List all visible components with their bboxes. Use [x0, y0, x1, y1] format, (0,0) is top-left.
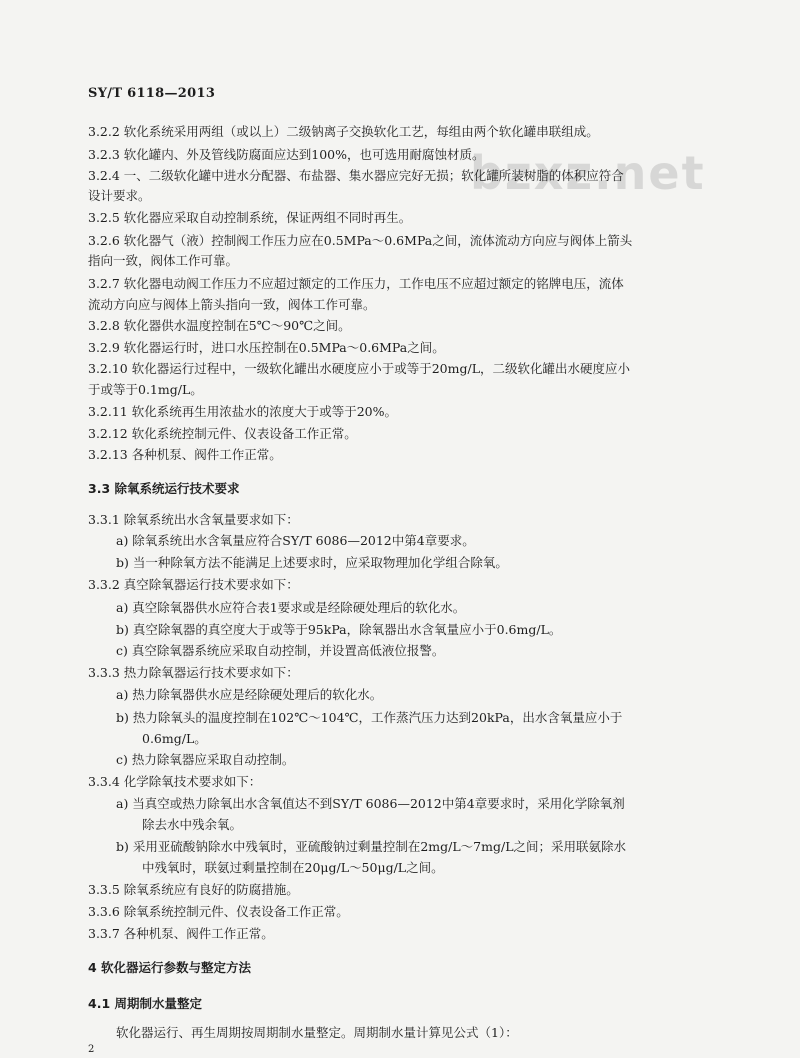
clause-3-2-3: 3.2.3 软化罐内、外及管线防腐面应达到100%，也可选用耐腐蚀材质。 [88, 147, 485, 162]
clause-3-2-10-cont: 于或等于0.1mg/L。 [88, 382, 203, 397]
clause-3-3-3-c: c) 热力除氧器应采取自动控制。 [116, 752, 295, 767]
clause-3-2-12: 3.2.12 软化系统控制元件、仪表设备工作正常。 [88, 426, 357, 441]
clause-3-3-3-b-cont: 0.6mg/L。 [142, 731, 207, 746]
page-number: 2 [88, 1044, 95, 1055]
clause-3-3-5: 3.3.5 除氧系统应有良好的防腐措施。 [88, 882, 299, 897]
watermark: bzxz.net [470, 146, 706, 200]
clause-3-2-7-cont: 流动方向应与阀体上箭头指向一致，阀体工作可靠。 [88, 297, 376, 312]
clause-3-3-2-a: a) 真空除氧器供水应符合表1要求或是经除硬处理后的软化水。 [116, 600, 466, 615]
clause-3-2-4: 3.2.4 一、二级软化罐中进水分配器、布盐器、集水器应完好无损；软化罐所装树脂的体积应符合 [88, 168, 624, 183]
clause-3-2-11: 3.2.11 软化系统再生用浓盐水的浓度大于或等于20%。 [88, 404, 398, 419]
clause-3-2-9: 3.2.9 软化器运行时，进口水压控制在0.5MPa～0.6MPa之间。 [88, 340, 445, 355]
clause-3-3-2: 3.3.2 真空除氧器运行技术要求如下： [88, 577, 299, 592]
clause-3-3-3-b: b) 热力除氧头的温度控制在102℃～104℃，工作蒸汽压力达到20kPa，出水含氧量应小于 [116, 710, 623, 725]
document-code: SY/T 6118—2013 [88, 86, 216, 101]
clause-3-3-1: 3.3.1 除氧系统出水含氧量要求如下： [88, 512, 299, 527]
clause-3-3-1-b: b) 当一种除氧方法不能满足上述要求时，应采取物理加化学组合除氧。 [116, 555, 508, 570]
clause-3-2-2: 3.2.2 软化系统采用两组（或以上）二级钠离子交换软化工艺，每组由两个软化罐串联组成。 [88, 124, 599, 139]
clause-3-3-3-a: a) 热力除氧器供水应是经除硬处理后的软化水。 [116, 687, 383, 702]
clause-3-2-6-cont: 指向一致，阀体工作可靠。 [88, 253, 239, 268]
clause-3-3-4: 3.3.4 化学除氧技术要求如下： [88, 774, 262, 789]
clause-3-3-4-a: a) 当真空或热力除氧出水含氧值达不到SY/T 6086—2012中第4章要求时，采用化学除氧剂 [116, 796, 625, 811]
clause-3-2-10: 3.2.10 软化器运行过程中，一级软化罐出水硬度应小于或等于20mg/L，二级软化罐出水硬度应小 [88, 361, 631, 376]
chapter-4-heading: 4 软化器运行参数与整定方法 [88, 960, 252, 975]
clause-3-3-4-a-cont: 除去水中残余氧。 [142, 817, 243, 832]
clause-3-3-7: 3.3.7 各种机泵、阀件工作正常。 [88, 926, 274, 941]
clause-3-2-7: 3.2.7 软化器电动阀工作压力不应超过额定的工作压力，工作电压不应超过额定的铭牌电压，流体 [88, 276, 624, 291]
paragraph-4-1: 软化器运行、再生周期按周期制水量整定。周期制水量计算见公式（1）： [116, 1025, 518, 1040]
clause-3-2-6: 3.2.6 软化器气（液）控制阀工作压力应在0.5MPa～0.6MPa之间，流体流动方向应与阀体上箭头 [88, 233, 633, 248]
clause-3-3-1-a: a) 除氧系统出水含氧量应符合SY/T 6086—2012中第4章要求。 [116, 533, 475, 548]
clause-3-3-3: 3.3.3 热力除氧器运行技术要求如下： [88, 665, 299, 680]
clause-3-3-6: 3.3.6 除氧系统控制元件、仪表设备工作正常。 [88, 904, 349, 919]
clause-3-2-5: 3.2.5 软化器应采取自动控制系统，保证两组不同时再生。 [88, 210, 412, 225]
clause-3-3-4-b: b) 采用亚硫酸钠除水中残氧时，亚硫酸钠过剩量控制在2mg/L～7mg/L之间；采用联氨除水 [116, 839, 626, 854]
clause-3-2-8: 3.2.8 软化器供水温度控制在5℃～90℃之间。 [88, 318, 351, 333]
section-3-3-heading: 3.3 除氧系统运行技术要求 [88, 481, 240, 496]
clause-3-3-4-b-cont: 中残氧时，联氨过剩量控制在20μg/L～50μg/L之间。 [142, 860, 444, 875]
clause-3-2-13: 3.2.13 各种机泵、阀件工作正常。 [88, 447, 282, 462]
clause-3-3-2-b: b) 真空除氧器的真空度大于或等于95kPa，除氧器出水含氧量应小于0.6mg/L。 [116, 622, 562, 637]
clause-3-3-2-c: c) 真空除氧器系统应采取自动控制，并设置高低液位报警。 [116, 643, 445, 658]
section-4-1-heading: 4.1 周期制水量整定 [88, 996, 202, 1011]
clause-3-2-4-cont: 设计要求。 [88, 188, 151, 203]
